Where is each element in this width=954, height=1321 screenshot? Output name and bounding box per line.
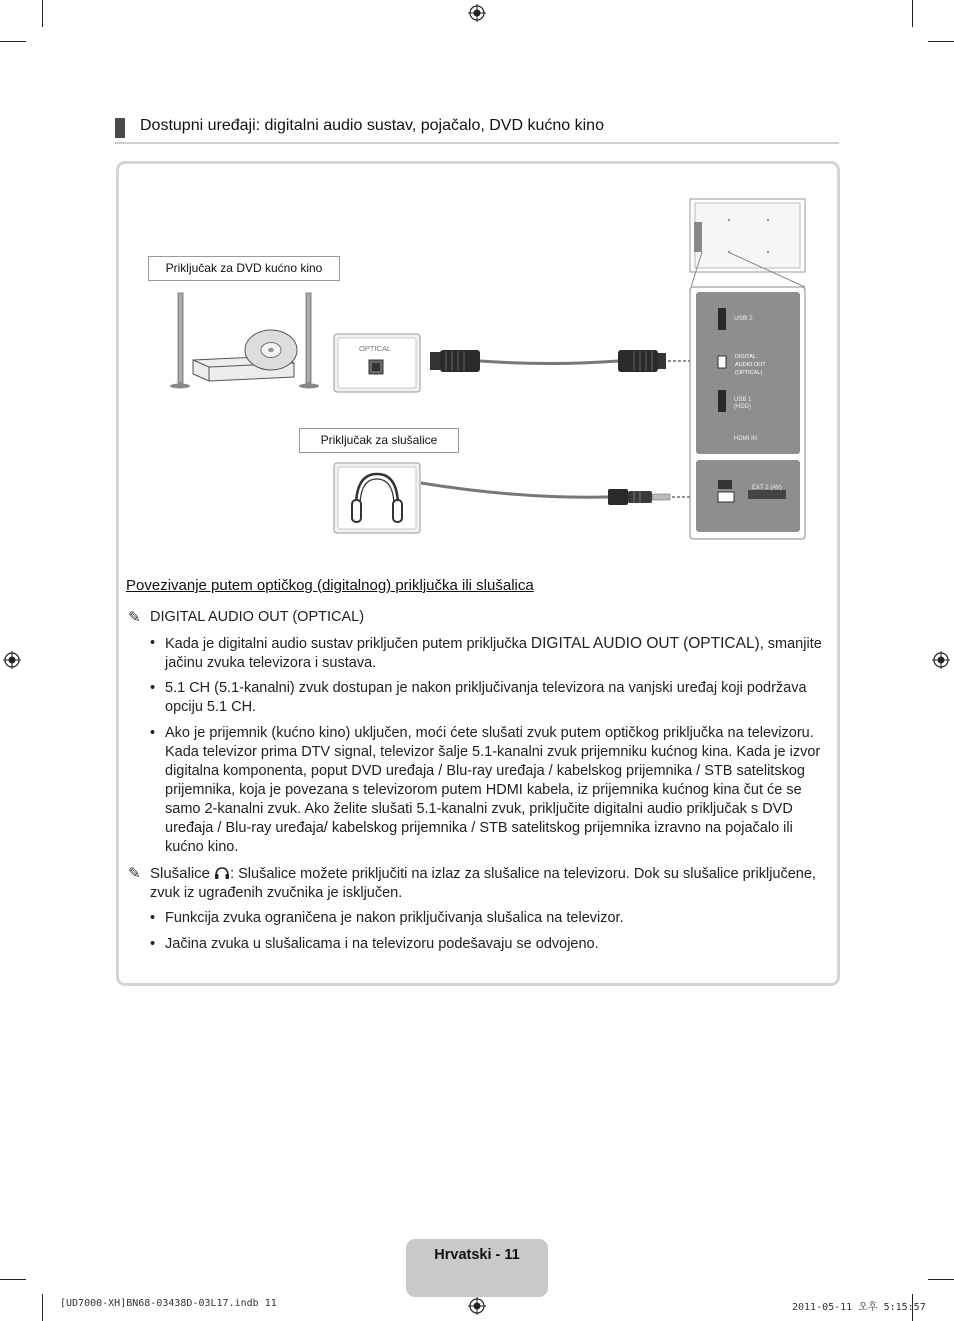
tv-port-usb1: USB 1: [734, 397, 752, 403]
pencil-note-icon: ✎: [128, 609, 141, 626]
print-info-right: 2011-05-11 오후 5:15:57: [792, 1302, 926, 1313]
bullet-icon: •: [150, 680, 156, 696]
crop-mark: [928, 1279, 954, 1280]
headphone-icon: [214, 866, 230, 880]
tv-port-digital-audio-2: AUDIO OUT: [735, 362, 766, 368]
optical-cable: [430, 350, 718, 372]
headphone-cable: [421, 483, 716, 505]
headphone-label: Priključak za slušalice: [299, 428, 459, 453]
connection-diagram: [0, 0, 954, 560]
headphone-icon: [334, 463, 420, 533]
tv-port-ext2: EXT 2 (AV): [752, 485, 782, 491]
bullet-text: Jačina zvuka u slušalicama i na televizoru podešavaju se odvojeno.: [165, 936, 599, 952]
page-number-tab: [406, 1239, 548, 1297]
pencil-note-icon: ✎: [128, 865, 141, 882]
diagram-graphics: [0, 0, 954, 560]
bullet-emphasis: DIGITAL AUDIO OUT (OPTICAL): [530, 635, 760, 652]
print-info-left: [UD7000-XH]BN68-03438D-03L17.indb 11: [60, 1298, 277, 1309]
note-title: DIGITAL AUDIO OUT (OPTICAL): [150, 609, 365, 625]
tv-port-hdmi: HDMI IN: [734, 436, 757, 442]
dvd-label: Priključak za DVD kućno kino: [148, 256, 340, 281]
tv-port-digital-audio-1: DIGITAL: [735, 354, 756, 360]
section-title-text: Dostupni uređaji: digitalni audio sustav, pojačalo, DVD kućno kino: [140, 117, 604, 134]
registration-mark-icon: [468, 1297, 486, 1315]
sub-heading: Povezivanje putem optičkog (digitalnog) priključka ili slušalica: [126, 577, 534, 594]
tv-port-digital-audio-3: (OPTICAL): [735, 370, 763, 376]
bullet-icon: •: [150, 910, 156, 926]
bullet-text: Funkcija zvuka ograničena je nakon priključivanja slušalica na televizor.: [165, 910, 624, 926]
bullet-text: Kada je digitalni audio sustav priključen putem priključka: [165, 636, 531, 652]
bullet-icon: •: [150, 936, 156, 952]
page-label: Hrvatski - 11: [434, 1247, 520, 1263]
optical-port-box: [334, 334, 420, 392]
tv-port-usb2: USB 2: [734, 315, 753, 322]
tv-rear-icon: [690, 199, 805, 539]
tv-port-usb1-hdd: (HDD): [734, 404, 751, 410]
note-title: Slušalice: [150, 865, 211, 882]
home-theater-icon: [170, 293, 319, 389]
bullet-text: Ako je prijemnik (kućno kino) uključen, moći ćete slušati zvuk putem optičkog priključka na televizoru. Kada televizor prima DTV signal, televizor šalje 5.1-kanalni zvuk prijemniku kućnog kina. Kada je izvor digitalna komponenta, poput DVD uređaja / Blu-ray uređaja / kabelskog prijemnika / STB satelitskog prijemnika, koja je povezana s televizorom putem HDMI kabela, iz prijemnika kućnog kina čut će se samo 2-kanalni zvuk. Ako želite slušati 5.1-kanalni zvuk, priključite digitalni audio priključak s DVD uređaja / Blu-ray uređaja/ kabelskog prijemnika / STB satelitskog prijemnika izravno na pojačalo ili kućno kino.: [165, 725, 821, 855]
bullet-icon: •: [150, 725, 156, 741]
bullet-text: 5.1 CH (5.1-kanalni) zvuk dostupan je nakon priključivanja televizora na vanjski uređaj koji podržava opciju 5.1 CH.: [165, 680, 807, 715]
crop-mark: [42, 1294, 43, 1321]
registration-mark-icon: [3, 651, 21, 669]
bullet-text: , smanjite jačinu zvuka televizora i sustava.: [165, 636, 822, 671]
bullet-icon: •: [150, 635, 156, 651]
crop-mark: [0, 1279, 26, 1280]
registration-mark-icon: [932, 651, 950, 669]
optical-port-label: OPTICAL: [359, 344, 392, 353]
note-text: : Slušalice možete priključiti na izlaz za slušalice na televizoru. Dok su slušalice priključene, zvuk iz ugrađenih zvučnika je isključen.: [150, 866, 816, 901]
